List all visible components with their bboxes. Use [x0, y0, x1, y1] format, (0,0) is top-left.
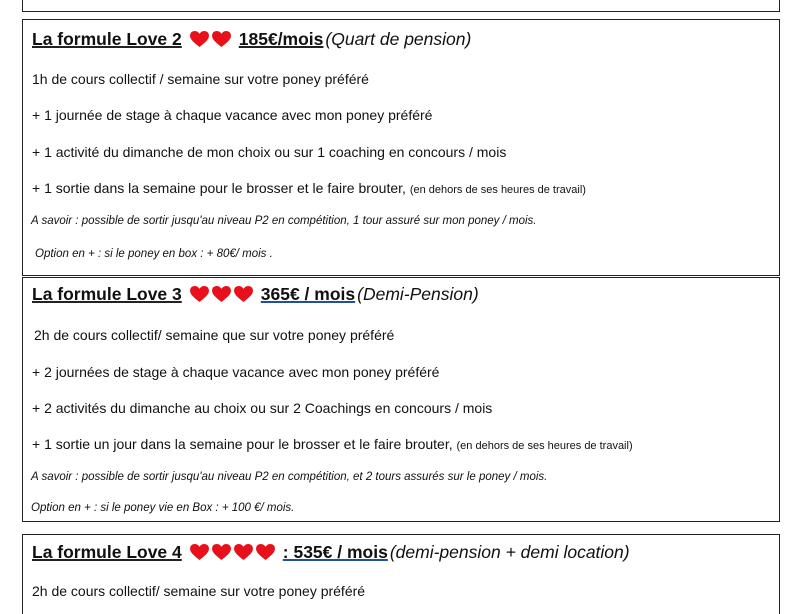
benefit-line — [32, 436, 633, 452]
heart-icon — [212, 286, 231, 303]
benefit-line — [32, 180, 586, 196]
heart-icon — [234, 544, 253, 561]
heart-icon — [212, 544, 231, 561]
heart-icon — [190, 31, 209, 48]
formula-name: La formule Love 2 — [32, 29, 182, 49]
heart-icon — [190, 286, 209, 303]
info-note: A savoir : possible de sortir jusqu'au niveau P2 en compétition, 1 tour assuré sur mon poney / mois. — [31, 215, 537, 227]
heart-icon — [234, 286, 253, 303]
formula-name: La formule Love 3 — [32, 284, 182, 304]
heart-icon — [256, 544, 275, 561]
benefit-line: 2h de cours collectif/ semaine que sur votre poney préféré — [34, 327, 395, 343]
heart-icon — [212, 31, 231, 48]
benefit-line: 2h de cours collectif/ semaine sur votre poney préféré — [32, 583, 366, 599]
hearts-rating — [190, 544, 275, 561]
formula-box-love4 — [22, 534, 780, 614]
option-note: Option en + : si le poney vie en Box : + 100 €/ mois. — [31, 502, 295, 514]
benefit-aside: (en dehors de ses heures de travail) — [409, 184, 586, 196]
formula-description: (Demi-Pension) — [357, 284, 479, 304]
benefit-text: + 1 sortie un jour dans la semaine pour le brosser et le faire brouter, — [32, 436, 453, 452]
benefit-text: + 1 sortie dans la semaine pour le brosser et le faire brouter, — [32, 180, 406, 196]
formula-title — [32, 29, 471, 50]
benefit-line: 1h de cours collectif / semaine sur votre poney préféré — [32, 71, 369, 87]
formula-price: : 535€ / mois — [282, 542, 388, 562]
hearts-rating — [190, 286, 253, 303]
formula-box-love1 — [22, 0, 780, 12]
heart-icon — [190, 544, 209, 561]
info-note: A savoir : possible de sortir jusqu'au niveau P2 en compétition, et 2 tours assurés sur le poney / mois. — [31, 471, 548, 483]
formula-price: 185€/mois — [238, 29, 324, 49]
formula-box-love3 — [22, 277, 780, 522]
formula-title — [32, 542, 630, 563]
benefit-aside: (en dehors de ses heures de travail) — [456, 440, 633, 452]
formula-box-love2 — [22, 19, 780, 276]
formula-title — [32, 284, 479, 305]
hearts-rating — [190, 31, 231, 48]
option-note: Option en + : si le poney en box : + 80€/ mois . — [35, 248, 273, 260]
formula-description: (Quart de pension) — [325, 29, 472, 49]
benefit-line: + 1 journée de stage à chaque vacance avec mon poney préféré — [32, 107, 433, 123]
benefit-line: + 1 activité du dimanche de mon choix ou sur 1 coaching en concours / mois — [32, 144, 507, 160]
benefit-line: + 2 journées de stage à chaque vacance avec mon poney préféré — [32, 364, 440, 380]
formula-name: La formule Love 4 — [32, 542, 182, 562]
formula-description: (demi-pension + demi location) — [389, 542, 630, 562]
formula-price: 365€ / mois — [260, 284, 356, 304]
benefit-line: + 2 activités du dimanche au choix ou sur 2 Coachings en concours / mois — [32, 400, 493, 416]
